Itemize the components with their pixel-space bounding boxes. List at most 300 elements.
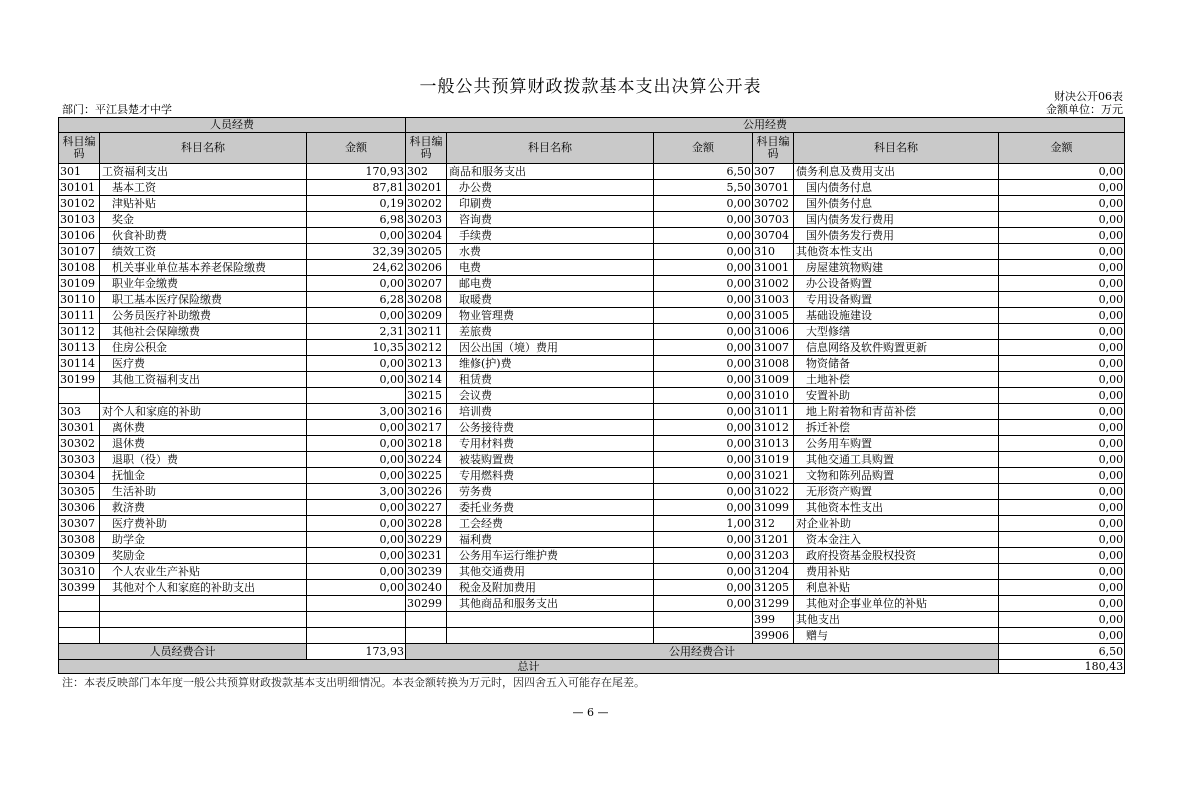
amount-cell: 0,00 xyxy=(999,180,1125,196)
table-row xyxy=(59,596,1125,612)
subject-code xyxy=(59,612,100,628)
subject-name: 税金及附加费用 xyxy=(447,580,654,596)
amount-cell: 0,00 xyxy=(999,308,1125,324)
subject-code: 31003 xyxy=(753,292,794,308)
amount-cell: 0,00 xyxy=(654,404,753,420)
footnote: 注：本表反映部门本年度一般公共预算财政拨款基本支出明细情况。本表金额转换为万元时，因四舍五入可能存在尾差。 xyxy=(62,677,645,689)
amount-cell xyxy=(307,388,406,404)
subject-name: 对企业补助 xyxy=(794,516,999,532)
subject-code: 30304 xyxy=(59,468,100,484)
subject-name: 手续费 xyxy=(447,228,654,244)
amount-cell: 0,00 xyxy=(654,500,753,516)
subject-name: 房屋建筑物购建 xyxy=(794,260,999,276)
subject-name: 福利费 xyxy=(447,532,654,548)
subject-code: 31019 xyxy=(753,452,794,468)
amount-cell: 0,00 xyxy=(999,324,1125,340)
subject-code xyxy=(59,596,100,612)
amount-cell: 0,00 xyxy=(654,228,753,244)
subject-code: 30299 xyxy=(406,596,447,612)
subject-name: 委托业务费 xyxy=(447,500,654,516)
subject-code: 30109 xyxy=(59,276,100,292)
subject-name: 其他资本性支出 xyxy=(794,244,999,260)
subject-code: 31099 xyxy=(753,500,794,516)
personnel-total-label: 人员经费合计 xyxy=(59,644,307,660)
subject-name: 租赁费 xyxy=(447,372,654,388)
department-label: 部门：平江县楚才中学 xyxy=(62,103,172,116)
subject-code: 30308 xyxy=(59,532,100,548)
subject-code: 30201 xyxy=(406,180,447,196)
subject-name: 大型修缮 xyxy=(794,324,999,340)
subject-code: 30205 xyxy=(406,244,447,260)
amount-cell: 0,00 xyxy=(999,564,1125,580)
code-header: 科目编码 xyxy=(753,133,794,164)
page-number: — 6 — xyxy=(572,706,609,719)
subject-code: 30208 xyxy=(406,292,447,308)
subject-name xyxy=(447,628,654,644)
table-row xyxy=(59,468,1125,484)
subject-code: 31299 xyxy=(753,596,794,612)
table-row xyxy=(59,372,1125,388)
subject-code xyxy=(406,612,447,628)
subject-name: 印刷费 xyxy=(447,196,654,212)
subject-name: 退休费 xyxy=(100,436,307,452)
subject-code: 30209 xyxy=(406,308,447,324)
subject-name xyxy=(100,388,307,404)
table-row xyxy=(59,612,1125,628)
subject-code: 30212 xyxy=(406,340,447,356)
subject-name: 信息网络及软件购置更新 xyxy=(794,340,999,356)
table-row xyxy=(59,628,1125,644)
amount-cell: 0,00 xyxy=(654,596,753,612)
amount-cell: 0,00 xyxy=(654,356,753,372)
subject-name: 拆迁补偿 xyxy=(794,420,999,436)
subject-code: 30113 xyxy=(59,340,100,356)
amount-cell: 0,00 xyxy=(307,468,406,484)
table-row xyxy=(59,484,1125,500)
subject-name: 物业管理费 xyxy=(447,308,654,324)
amount-cell: 0,00 xyxy=(654,372,753,388)
subject-code: 30103 xyxy=(59,212,100,228)
amount-cell: 0,00 xyxy=(999,580,1125,596)
amount-cell: 0,00 xyxy=(999,372,1125,388)
subject-code: 31201 xyxy=(753,532,794,548)
table-row xyxy=(59,180,1125,196)
amount-cell: 0,00 xyxy=(999,404,1125,420)
subject-code: 30214 xyxy=(406,372,447,388)
subject-name: 其他资本性支出 xyxy=(794,500,999,516)
grand-total-label: 总计 xyxy=(59,660,999,674)
subject-name: 商品和服务支出 xyxy=(447,164,654,180)
amount-cell: 0,00 xyxy=(999,164,1125,180)
amount-cell: 0,00 xyxy=(999,468,1125,484)
subject-code: 30704 xyxy=(753,228,794,244)
subject-name: 赠与 xyxy=(794,628,999,644)
subject-name: 公务员医疗补助缴费 xyxy=(100,308,307,324)
amount-cell: 3,00 xyxy=(307,484,406,500)
subject-code: 30309 xyxy=(59,548,100,564)
table-row xyxy=(59,436,1125,452)
subject-name: 安置补助 xyxy=(794,388,999,404)
amount-cell: 0,00 xyxy=(307,308,406,324)
subject-name: 公务接待费 xyxy=(447,420,654,436)
subject-code: 30302 xyxy=(59,436,100,452)
subject-code: 30303 xyxy=(59,452,100,468)
subject-name: 基本工资 xyxy=(100,180,307,196)
table-row xyxy=(59,292,1125,308)
subject-name: 国内债务付息 xyxy=(794,180,999,196)
table-row xyxy=(59,500,1125,516)
table-row xyxy=(59,212,1125,228)
amount-cell: 0,00 xyxy=(654,532,753,548)
subject-name: 伙食补助费 xyxy=(100,228,307,244)
subject-code xyxy=(406,628,447,644)
subject-code: 31204 xyxy=(753,564,794,580)
subject-code: 30702 xyxy=(753,196,794,212)
subject-name: 工会经费 xyxy=(447,516,654,532)
amount-cell: 0,00 xyxy=(654,580,753,596)
name-header: 科目名称 xyxy=(794,133,999,164)
amount-cell: 0,00 xyxy=(307,516,406,532)
subject-name: 医疗费补助 xyxy=(100,516,307,532)
amount-cell: 6,50 xyxy=(654,164,753,180)
table-row xyxy=(59,420,1125,436)
grand-total-amount: 180,43 xyxy=(999,660,1125,674)
subject-name: 文物和陈列品购置 xyxy=(794,468,999,484)
amount-cell: 0,00 xyxy=(999,500,1125,516)
amount-cell: 0,00 xyxy=(654,244,753,260)
amount-header: 金额 xyxy=(307,133,406,164)
page-title: 一般公共预算财政拨款基本支出决算公开表 xyxy=(419,77,762,97)
amount-cell: 0,00 xyxy=(999,340,1125,356)
subject-code: 30307 xyxy=(59,516,100,532)
subject-code: 30301 xyxy=(59,420,100,436)
amount-cell: 0,00 xyxy=(654,548,753,564)
subject-code: 30231 xyxy=(406,548,447,564)
subject-code: 30107 xyxy=(59,244,100,260)
amount-cell: 0,00 xyxy=(654,196,753,212)
subject-code: 30108 xyxy=(59,260,100,276)
report-number: 财决公开06表 xyxy=(1054,90,1123,103)
subject-code: 30306 xyxy=(59,500,100,516)
amount-cell: 24,62 xyxy=(307,260,406,276)
subject-name: 办公设备购置 xyxy=(794,276,999,292)
amount-cell: 0,00 xyxy=(654,324,753,340)
amount-cell: 3,00 xyxy=(307,404,406,420)
amount-cell: 0,00 xyxy=(999,356,1125,372)
subject-code: 30114 xyxy=(59,356,100,372)
subject-code: 303 xyxy=(59,404,100,420)
subject-name: 其他社会保障缴费 xyxy=(100,324,307,340)
subject-name: 无形资产购置 xyxy=(794,484,999,500)
subject-code: 30199 xyxy=(59,372,100,388)
subject-name: 生活补助 xyxy=(100,484,307,500)
subject-code: 30226 xyxy=(406,484,447,500)
subject-name: 差旅费 xyxy=(447,324,654,340)
subject-name: 培训费 xyxy=(447,404,654,420)
subject-code: 30227 xyxy=(406,500,447,516)
amount-cell: 0,00 xyxy=(307,356,406,372)
amount-cell: 0,00 xyxy=(654,292,753,308)
amount-cell: 0,00 xyxy=(999,612,1125,628)
table-row xyxy=(59,244,1125,260)
name-header: 科目名称 xyxy=(447,133,654,164)
table-row xyxy=(59,308,1125,324)
amount-cell: 0,00 xyxy=(999,276,1125,292)
subject-name: 政府投资基金股权投资 xyxy=(794,548,999,564)
subject-name: 专用材料费 xyxy=(447,436,654,452)
subject-code: 302 xyxy=(406,164,447,180)
amount-cell: 0,00 xyxy=(999,388,1125,404)
subject-code: 30112 xyxy=(59,324,100,340)
subject-code xyxy=(59,628,100,644)
subject-name xyxy=(100,628,307,644)
table-row xyxy=(59,532,1125,548)
subject-code: 31011 xyxy=(753,404,794,420)
public-total-amount: 6,50 xyxy=(999,644,1125,660)
public-total-label: 公用经费合计 xyxy=(406,644,999,660)
subject-name: 公务用车运行维护费 xyxy=(447,548,654,564)
subject-name: 取暖费 xyxy=(447,292,654,308)
amount-cell: 0,00 xyxy=(999,260,1125,276)
subject-code: 30217 xyxy=(406,420,447,436)
subject-name: 住房公积金 xyxy=(100,340,307,356)
subject-name xyxy=(447,612,654,628)
subject-name: 公务用车购置 xyxy=(794,436,999,452)
table-row xyxy=(59,548,1125,564)
subject-code: 30703 xyxy=(753,212,794,228)
subject-code: 39906 xyxy=(753,628,794,644)
subject-code: 31013 xyxy=(753,436,794,452)
subject-code: 312 xyxy=(753,516,794,532)
amount-cell: 0,00 xyxy=(999,420,1125,436)
table-row xyxy=(59,164,1125,180)
table-row xyxy=(59,276,1125,292)
subject-code: 31006 xyxy=(753,324,794,340)
amount-cell: 0,00 xyxy=(999,212,1125,228)
subject-name: 奖励金 xyxy=(100,548,307,564)
personnel-expense-header: 人员经费 xyxy=(59,118,406,133)
amount-cell: 6,98 xyxy=(307,212,406,228)
table-row xyxy=(59,356,1125,372)
amount-cell: 0,00 xyxy=(307,580,406,596)
subject-code: 30305 xyxy=(59,484,100,500)
subject-name: 国外债务发行费用 xyxy=(794,228,999,244)
amount-cell: 87,81 xyxy=(307,180,406,196)
subject-code: 31012 xyxy=(753,420,794,436)
amount-cell: 0,00 xyxy=(307,500,406,516)
amount-cell: 0,00 xyxy=(654,308,753,324)
subject-name: 债务利息及费用支出 xyxy=(794,164,999,180)
subject-name: 地上附着物和青苗补偿 xyxy=(794,404,999,420)
subject-name: 对个人和家庭的补助 xyxy=(100,404,307,420)
table-row xyxy=(59,580,1125,596)
amount-cell: 0,00 xyxy=(307,436,406,452)
amount-cell: 0,00 xyxy=(654,340,753,356)
subject-code: 30106 xyxy=(59,228,100,244)
amount-cell xyxy=(307,628,406,644)
subject-name: 其他对个人和家庭的补助支出 xyxy=(100,580,307,596)
subject-name: 利息补贴 xyxy=(794,580,999,596)
subject-name: 离休费 xyxy=(100,420,307,436)
code-header: 科目编码 xyxy=(406,133,447,164)
expenditure-table xyxy=(58,117,1125,674)
amount-cell: 32,39 xyxy=(307,244,406,260)
subject-name: 津贴补贴 xyxy=(100,196,307,212)
subject-code: 31001 xyxy=(753,260,794,276)
subject-name: 其他工资福利支出 xyxy=(100,372,307,388)
subject-code: 31007 xyxy=(753,340,794,356)
subject-name: 奖金 xyxy=(100,212,307,228)
subject-name: 因公出国（境）费用 xyxy=(447,340,654,356)
subject-name: 其他对企事业单位的补贴 xyxy=(794,596,999,612)
subject-code: 30310 xyxy=(59,564,100,580)
subject-code: 30215 xyxy=(406,388,447,404)
amount-header: 金额 xyxy=(654,133,753,164)
subject-code: 30101 xyxy=(59,180,100,196)
subject-code: 31010 xyxy=(753,388,794,404)
subject-name: 个人农业生产补贴 xyxy=(100,564,307,580)
amount-cell: 0,00 xyxy=(654,468,753,484)
code-header: 科目编码 xyxy=(59,133,100,164)
subject-name: 维修(护)费 xyxy=(447,356,654,372)
subject-code: 30239 xyxy=(406,564,447,580)
subject-name: 水费 xyxy=(447,244,654,260)
amount-cell: 170,93 xyxy=(307,164,406,180)
amount-cell: 0,00 xyxy=(999,532,1125,548)
subject-code: 31009 xyxy=(753,372,794,388)
amount-cell: 0,00 xyxy=(307,228,406,244)
subject-name: 会议费 xyxy=(447,388,654,404)
subject-name: 办公费 xyxy=(447,180,654,196)
amount-cell: 0,00 xyxy=(307,564,406,580)
amount-cell: 0,00 xyxy=(999,596,1125,612)
subject-code: 30225 xyxy=(406,468,447,484)
subject-code: 31002 xyxy=(753,276,794,292)
subject-code xyxy=(59,388,100,404)
table-row xyxy=(59,196,1125,212)
subject-name: 助学金 xyxy=(100,532,307,548)
amount-cell: 0,00 xyxy=(999,452,1125,468)
amount-cell: 6,28 xyxy=(307,292,406,308)
subject-name: 其他支出 xyxy=(794,612,999,628)
subject-code: 301 xyxy=(59,164,100,180)
amount-cell xyxy=(307,612,406,628)
subject-code: 307 xyxy=(753,164,794,180)
subject-name: 其他交通工具购置 xyxy=(794,452,999,468)
subject-code: 30111 xyxy=(59,308,100,324)
amount-cell: 0,00 xyxy=(307,420,406,436)
table-row xyxy=(59,388,1125,404)
table-row xyxy=(59,516,1125,532)
subject-code: 30240 xyxy=(406,580,447,596)
subject-name: 邮电费 xyxy=(447,276,654,292)
amount-cell: 0,00 xyxy=(654,436,753,452)
subject-code: 31005 xyxy=(753,308,794,324)
amount-cell: 0,00 xyxy=(307,276,406,292)
subject-name: 其他交通费用 xyxy=(447,564,654,580)
amount-cell: 0,00 xyxy=(307,548,406,564)
name-header: 科目名称 xyxy=(100,133,307,164)
amount-cell: 0,00 xyxy=(654,276,753,292)
amount-cell xyxy=(307,596,406,612)
subject-name: 职业年金缴费 xyxy=(100,276,307,292)
subject-code: 399 xyxy=(753,612,794,628)
amount-cell: 1,00 xyxy=(654,516,753,532)
table-row xyxy=(59,564,1125,580)
table-row xyxy=(59,404,1125,420)
amount-cell: 0,00 xyxy=(999,484,1125,500)
subject-name xyxy=(100,612,307,628)
amount-header: 金额 xyxy=(999,133,1125,164)
subject-code: 30202 xyxy=(406,196,447,212)
subject-code: 30203 xyxy=(406,212,447,228)
amount-cell: 2,31 xyxy=(307,324,406,340)
subject-name: 救济费 xyxy=(100,500,307,516)
amount-cell: 0,00 xyxy=(999,516,1125,532)
subject-name: 基础设施建设 xyxy=(794,308,999,324)
personnel-total-amount: 173,93 xyxy=(307,644,406,660)
amount-cell: 10,35 xyxy=(307,340,406,356)
amount-cell: 0,00 xyxy=(307,452,406,468)
amount-cell: 0,00 xyxy=(999,628,1125,644)
subject-name: 咨询费 xyxy=(447,212,654,228)
subject-name xyxy=(100,596,307,612)
subject-code: 30218 xyxy=(406,436,447,452)
amount-cell: 0,00 xyxy=(999,196,1125,212)
subject-name: 医疗费 xyxy=(100,356,307,372)
subject-code: 30216 xyxy=(406,404,447,420)
amount-cell: 5,50 xyxy=(654,180,753,196)
subject-name: 其他商品和服务支出 xyxy=(447,596,654,612)
subject-name: 费用补贴 xyxy=(794,564,999,580)
amount-cell: 0,00 xyxy=(654,420,753,436)
amount-cell xyxy=(654,612,753,628)
subject-code: 30701 xyxy=(753,180,794,196)
subject-code: 30399 xyxy=(59,580,100,596)
subject-code: 30204 xyxy=(406,228,447,244)
subject-code: 31203 xyxy=(753,548,794,564)
subject-name: 国内债务发行费用 xyxy=(794,212,999,228)
amount-cell: 0,00 xyxy=(654,212,753,228)
subject-code: 30110 xyxy=(59,292,100,308)
table-row xyxy=(59,324,1125,340)
table-row xyxy=(59,340,1125,356)
subject-name: 抚恤金 xyxy=(100,468,307,484)
amount-cell: 0,00 xyxy=(999,292,1125,308)
amount-cell: 0,00 xyxy=(999,436,1125,452)
subject-name: 工资福利支出 xyxy=(100,164,307,180)
subject-code: 31008 xyxy=(753,356,794,372)
amount-cell: 0,00 xyxy=(999,244,1125,260)
amount-cell: 0,00 xyxy=(654,388,753,404)
subject-code: 31022 xyxy=(753,484,794,500)
subject-name: 电费 xyxy=(447,260,654,276)
subject-name: 国外债务付息 xyxy=(794,196,999,212)
table-row xyxy=(59,228,1125,244)
subject-name: 物资储备 xyxy=(794,356,999,372)
subject-code: 30228 xyxy=(406,516,447,532)
table-row xyxy=(59,260,1125,276)
subject-name: 绩效工资 xyxy=(100,244,307,260)
subject-code: 31021 xyxy=(753,468,794,484)
subject-name: 资本金注入 xyxy=(794,532,999,548)
subject-name: 退职（役）费 xyxy=(100,452,307,468)
subject-code: 30206 xyxy=(406,260,447,276)
amount-cell: 0,00 xyxy=(654,260,753,276)
subject-name: 土地补偿 xyxy=(794,372,999,388)
amount-cell: 0,00 xyxy=(307,372,406,388)
amount-cell: 0,00 xyxy=(654,452,753,468)
